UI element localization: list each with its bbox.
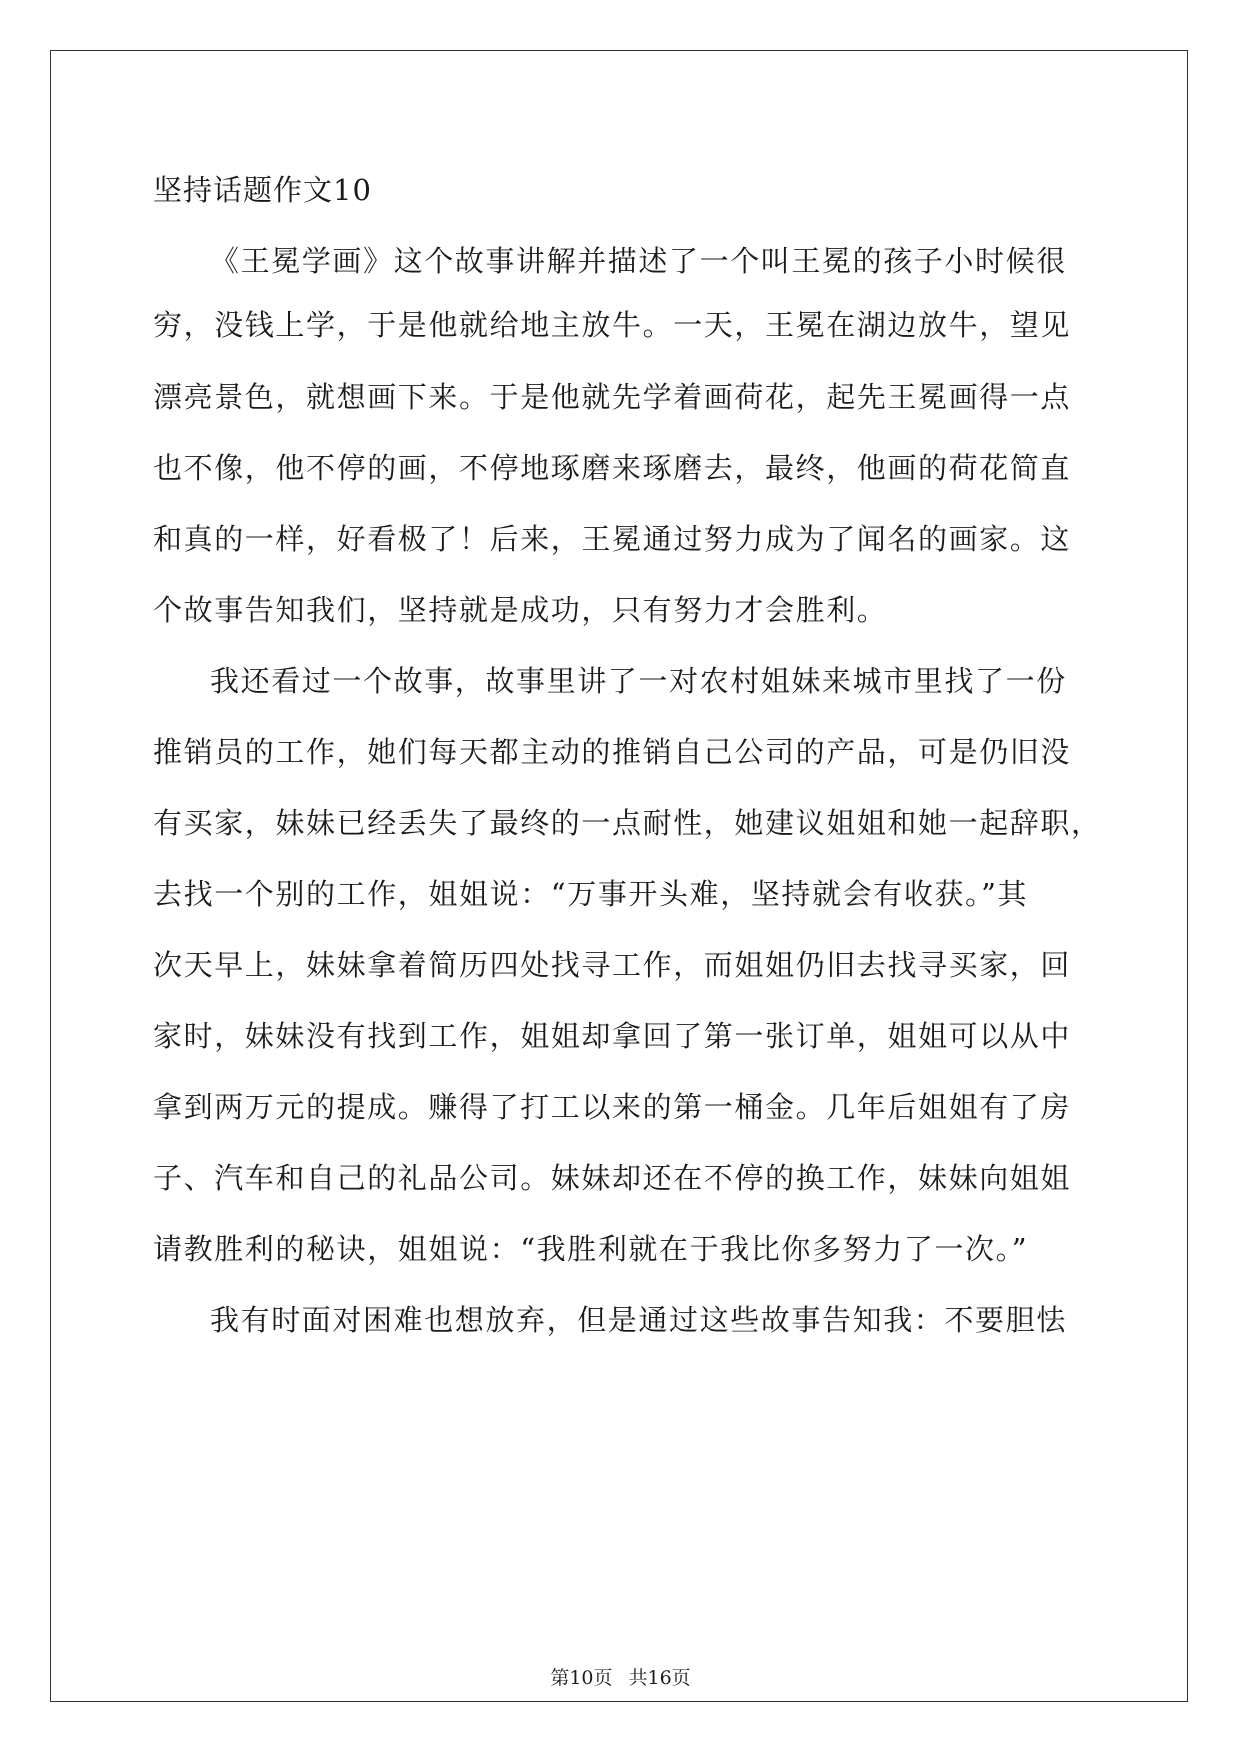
text-line-6: 个故事告知我们，坚持就是成功，只有努力才会胜利。 bbox=[153, 593, 888, 627]
text-line-12: 家时，妹妹没有找到工作，姐姐却拿回了第一张订单，姐姐可以从中 bbox=[153, 1019, 1072, 1053]
text-line-10: 去找一个别的工作，姐姐说：“万事开头难，坚持就会有收获。”其 bbox=[153, 877, 1029, 911]
page-footer bbox=[0, 1666, 1241, 1690]
text-line-15: 请教胜利的秘诀，姐姐说：“我胜利就在于我比你多努力了一次。” bbox=[153, 1232, 1029, 1266]
page-total: 共16页 bbox=[628, 1667, 691, 1689]
text-line-8: 推销员的工作，她们每天都主动的推销自己公司的产品，可是仍旧没 bbox=[153, 735, 1072, 769]
text-line-16: 我有时面对困难也想放弃，但是通过这些故事告知我：不要胆怯 bbox=[210, 1303, 1067, 1337]
text-line-9: 有买家，妹妹已经丢失了最终的一点耐性，她建议姐姐和她一起辞职， bbox=[153, 806, 1102, 840]
text-line-1: 《王冕学画》这个故事讲解并描述了一个叫王冕的孩子小时候很 bbox=[210, 244, 1067, 278]
page-number: 第10页 bbox=[550, 1667, 613, 1689]
text-line-2: 穷，没钱上学，于是他就给地主放牛。一天，王冕在湖边放牛，望见 bbox=[153, 308, 1072, 342]
text-line-11: 次天早上，妹妹拿着简历四处找寻工作，而姐姐仍旧去找寻买家，回 bbox=[153, 948, 1072, 982]
text-line-3: 漂亮景色，就想画下来。于是他就先学着画荷花，起先王冕画得一点 bbox=[153, 380, 1072, 414]
text-line-5: 和真的一样，好看极了！后来，王冕通过努力成为了闻名的画家。这 bbox=[153, 522, 1072, 556]
document-title: 坚持话题作文10 bbox=[153, 173, 372, 207]
text-line-4: 也不像，他不停的画，不停地琢磨来琢磨去，最终，他画的荷花简直 bbox=[153, 451, 1072, 485]
text-line-13: 拿到两万元的提成。赚得了打工以来的第一桶金。几年后姐姐有了房 bbox=[153, 1090, 1072, 1124]
text-line-14: 子、汽车和自己的礼品公司。妹妹却还在不停的换工作，妹妹向姐姐 bbox=[153, 1161, 1072, 1195]
text-line-7: 我还看过一个故事，故事里讲了一对农村姐妹来城市里找了一份 bbox=[210, 664, 1067, 698]
